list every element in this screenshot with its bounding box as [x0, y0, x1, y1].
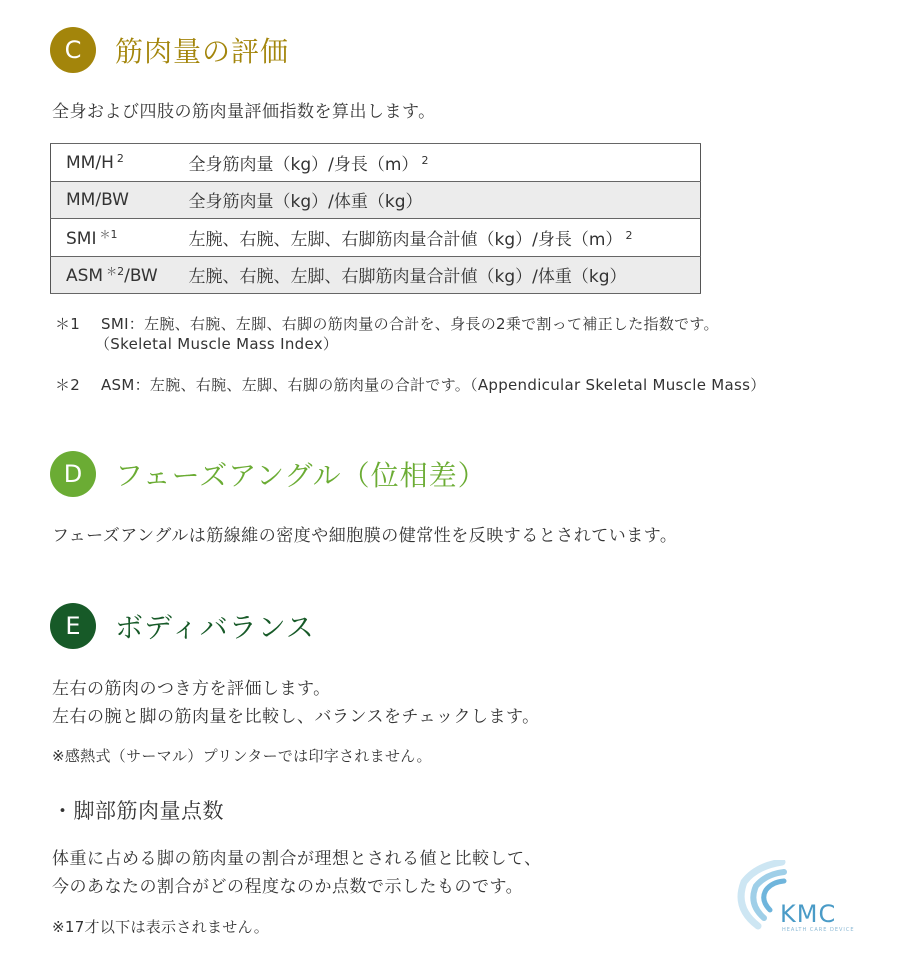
table-row	[51, 219, 701, 257]
leg-score-description-1: 体重に占める脚の筋肉量の割合が理想とされる値と比較して、	[52, 849, 542, 869]
index-name: MM/H $^2$	[51, 144, 174, 182]
leg-score-note: ※17才以下は表示されません。	[52, 918, 270, 936]
section-d-description: フェーズアングルは筋線維の密度や細胞膜の健常性を反映するとされています。	[52, 526, 678, 546]
section-e-header	[50, 603, 315, 649]
footnote-1-sub: （Skeletal Muscle Mass Index）	[95, 335, 339, 353]
section-d-header	[50, 451, 487, 497]
section-e-description-2: 左右の腕と脚の筋肉量を比較し、バランスをチェックします。	[52, 707, 540, 727]
index-formula: 左腕、右腕、左脚、右脚筋肉量合計値（kg）/身長（m） $^2$	[174, 219, 701, 257]
section-e-description-1: 左右の筋肉のつき方を評価します。	[52, 679, 331, 699]
index-formula: 全身筋肉量（kg）/体重（kg）	[174, 181, 701, 219]
footnote-1: ＊1 SMI：左腕、右腕、左脚、右脚の筋肉量の合計を、身長の2乗で割って補正した指数です。	[55, 315, 719, 333]
logo-text: KMC	[780, 900, 837, 928]
section-d-title: フェーズアングル（位相差）	[115, 459, 487, 492]
logo-subtext: HEALTH CARE DEVICE	[782, 927, 855, 933]
section-c-header	[50, 27, 289, 73]
index-name: ASM $^{*2}$/BW	[51, 256, 174, 294]
section-e-note: ※感熱式（サーマル）プリンターでは印字されません。	[52, 747, 432, 765]
table-row	[51, 256, 701, 294]
index-formula: 左腕、右腕、左脚、右脚筋肉量合計値（kg）/体重（kg）	[174, 256, 701, 294]
index-formula: 全身筋肉量（kg）/身長（m） $^2$	[174, 144, 701, 182]
section-e-title: ボディバランス	[115, 611, 315, 644]
section-e-badge: E	[50, 603, 96, 649]
index-name: MM/BW	[51, 181, 174, 219]
section-c-title: 筋肉量の評価	[115, 35, 290, 68]
table-row	[51, 181, 701, 219]
section-c-description: 全身および四肢の筋肉量評価指数を算出します。	[52, 102, 436, 122]
section-c-badge: C	[50, 27, 96, 73]
leg-score-heading: ・脚部筋肉量点数	[52, 799, 224, 823]
section-d-badge: D	[50, 451, 96, 497]
index-name: SMI $^{*1}$	[51, 219, 174, 257]
index-table	[50, 143, 701, 294]
table-row	[51, 144, 701, 182]
leg-score-description-2: 今のあなたの割合がどの程度なのか点数で示したものです。	[52, 877, 524, 897]
footnote-2: ＊2 ASM：左腕、右腕、左脚、右脚の筋肉量の合計です。（Appendicular Skeletal Muscle Mass）	[55, 376, 766, 394]
